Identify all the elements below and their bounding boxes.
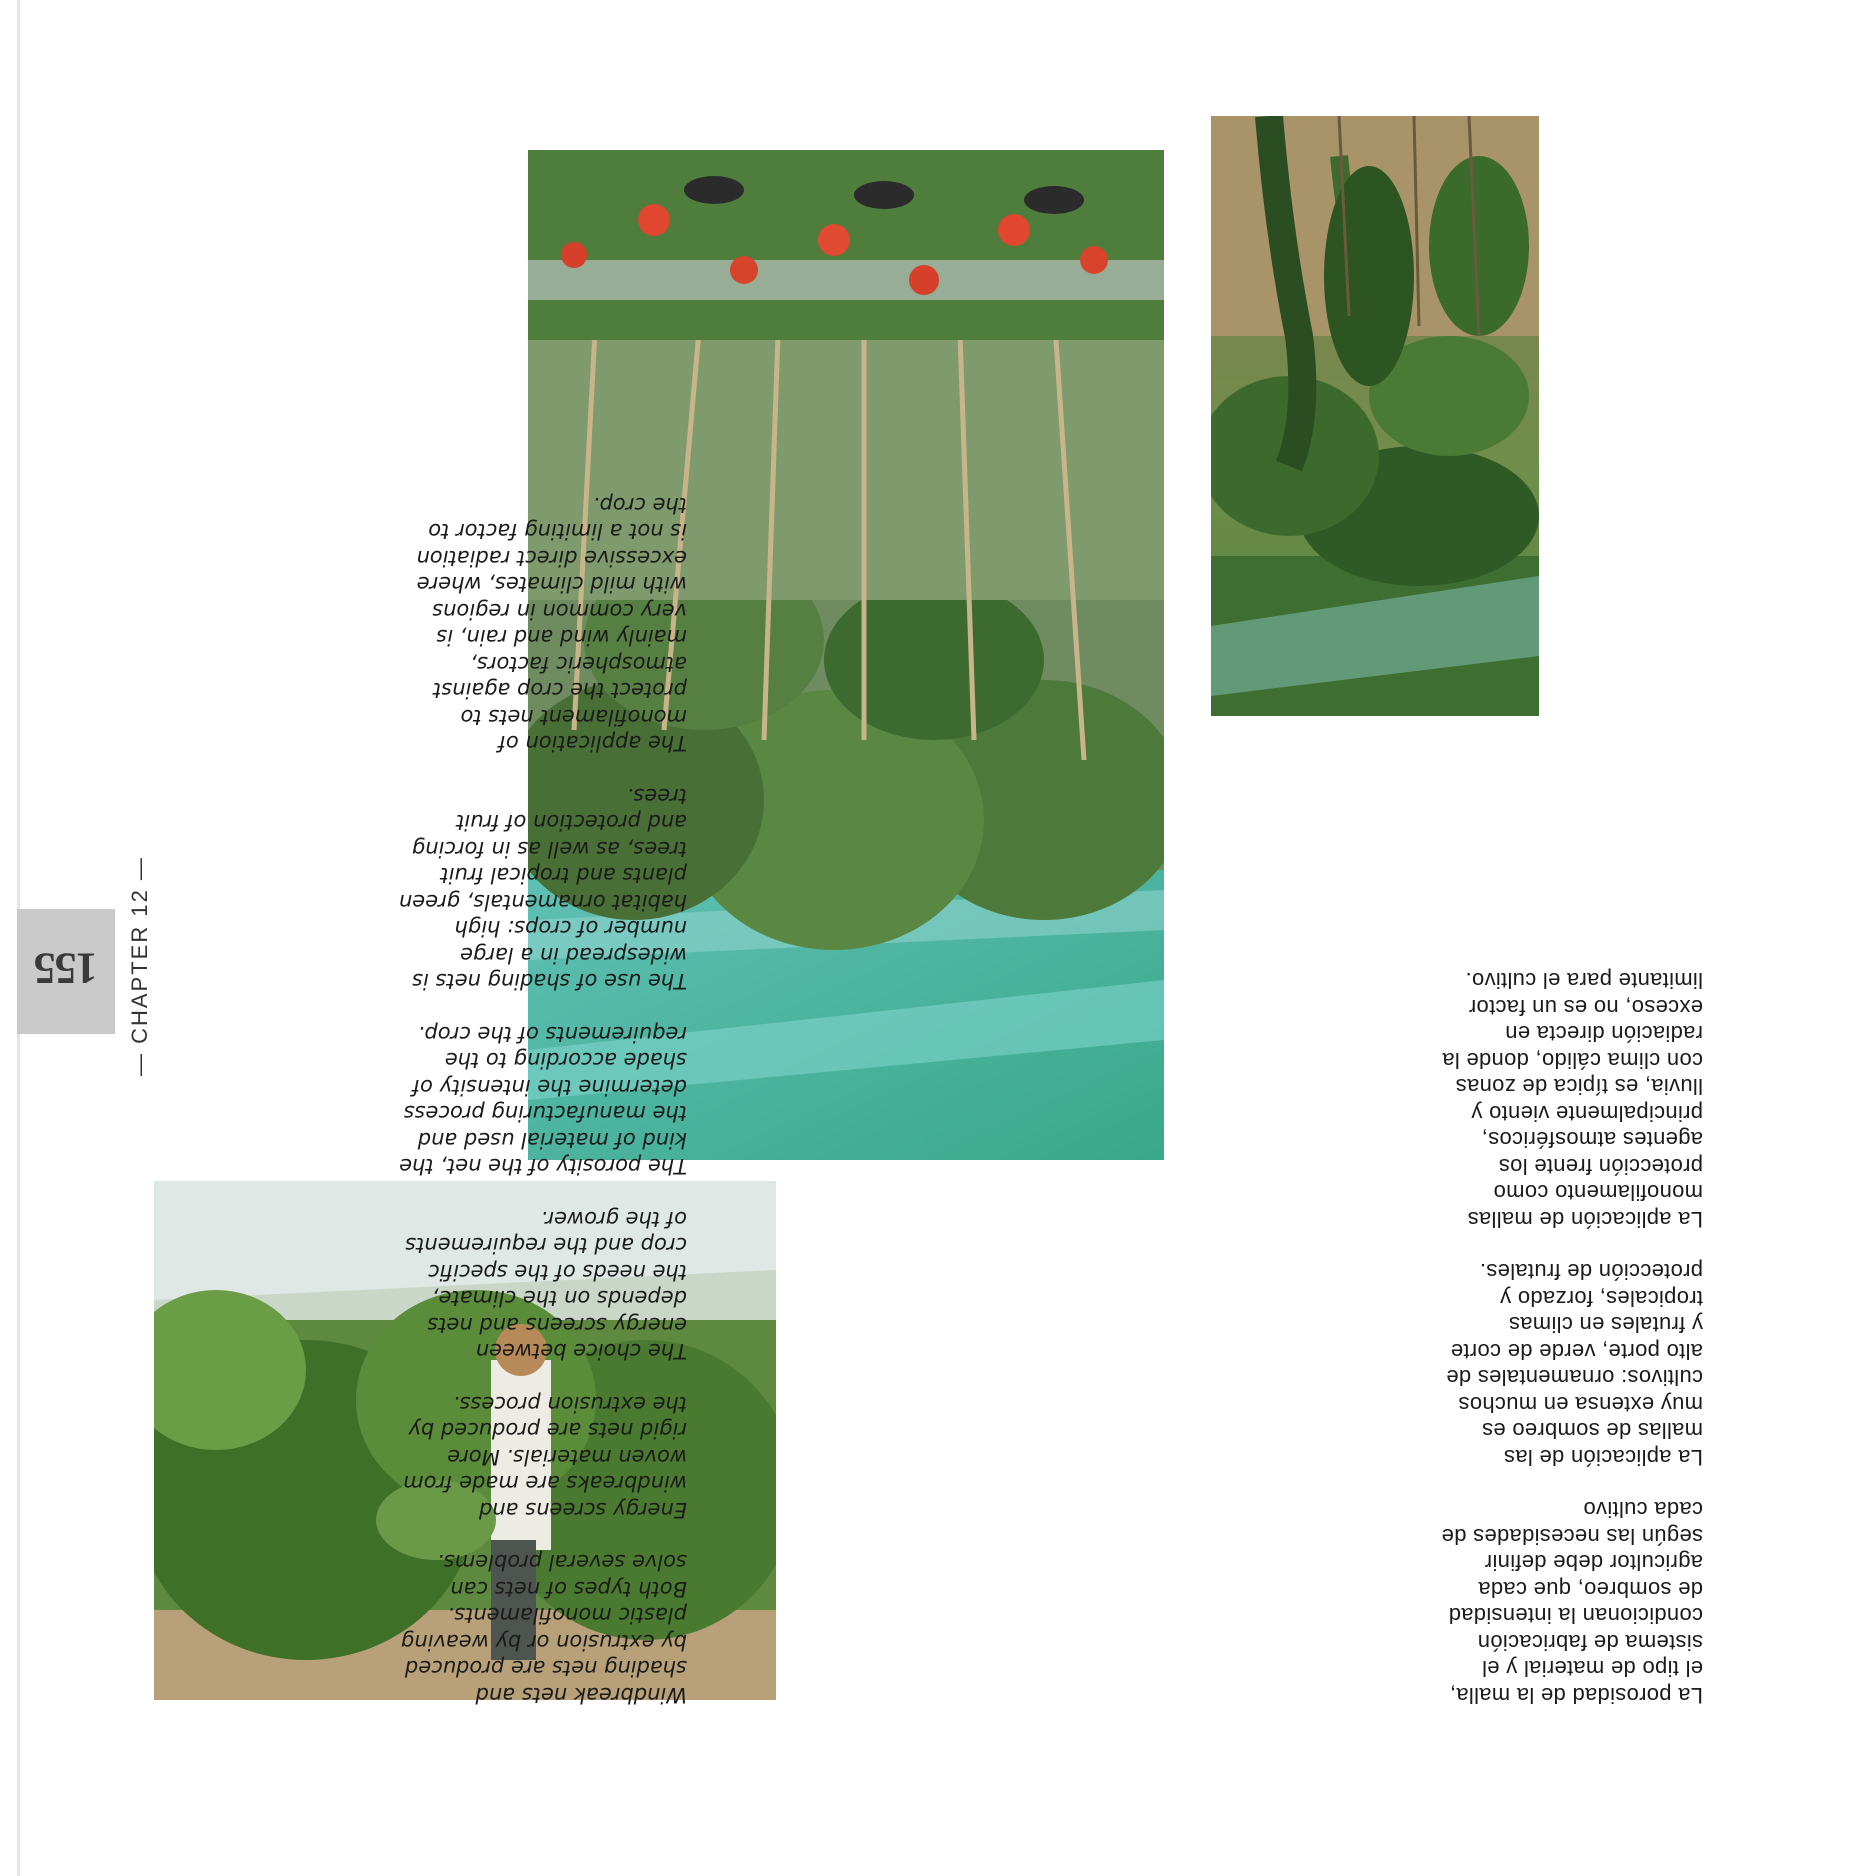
photo-foliage bbox=[1211, 116, 1539, 716]
spanish-text-column bbox=[1403, 941, 1703, 1708]
english-text-column bbox=[377, 466, 687, 1709]
spanish-paragraph: La aplicación de mallas monofilamento como protección frente los agentes atmosféricos, principalmente viento y lluvia, es típica de zonas con clima cálido, donde la radiación directa en exceso, no es un factor limitante para el cultivo. bbox=[1442, 968, 1703, 1232]
chapter-label-wrap bbox=[127, 846, 157, 1076]
english-paragraph: Windbreak nets and shading nets are produced by extrusion or by weaving plastic monofilaments. Both types of nets can solve several problems. bbox=[400, 1550, 687, 1707]
photo-foliage-image bbox=[1211, 116, 1539, 716]
english-paragraph: The choice between energy screens and nets depends on the climate, the needs of the specific crop and the requirements of the grower. bbox=[405, 1207, 687, 1364]
english-paragraph: The application of monofilament nets to protect the crop against atmospheric factors, mainly wind and rain, is very common in regions with mild climates, where excessive direct radiation is not a limiting factor to the crop. bbox=[416, 493, 687, 756]
page-number: 155 bbox=[34, 944, 98, 993]
page-number-tab bbox=[17, 909, 115, 1034]
english-paragraph: The porosity of the net, the kind of material used and the manufacturing process determine the intensity of shade according to the requirements of the crop. bbox=[399, 1022, 687, 1179]
spanish-paragraph: La porosidad de la malla, el tipo de material y el sistema de fabricación condicionan la intensidad de sombreo, que cada agricultor debe definir según las necesidades de cada cultivo bbox=[1441, 1497, 1703, 1708]
english-paragraph: Energy screens and windbreaks are made from woven materials. More rigid nets are produced by the extrusion process. bbox=[403, 1392, 687, 1522]
chapter-label: — CHAPTER 12 — bbox=[127, 856, 152, 1076]
english-paragraph: The use of shading nets is widespread in a large number of crops: high habitat ornamentals, green plants and tropical fruit trees, as well as in forcing and protection of fruit trees. bbox=[398, 784, 687, 994]
spanish-paragraph: La aplicación de las mallas de sombreo es muy extensa en muchos cultivos: ornamentales de alto porte, verde de corte y frutales en climas tropicales, forzado y protección de frutales. bbox=[1446, 1259, 1703, 1470]
